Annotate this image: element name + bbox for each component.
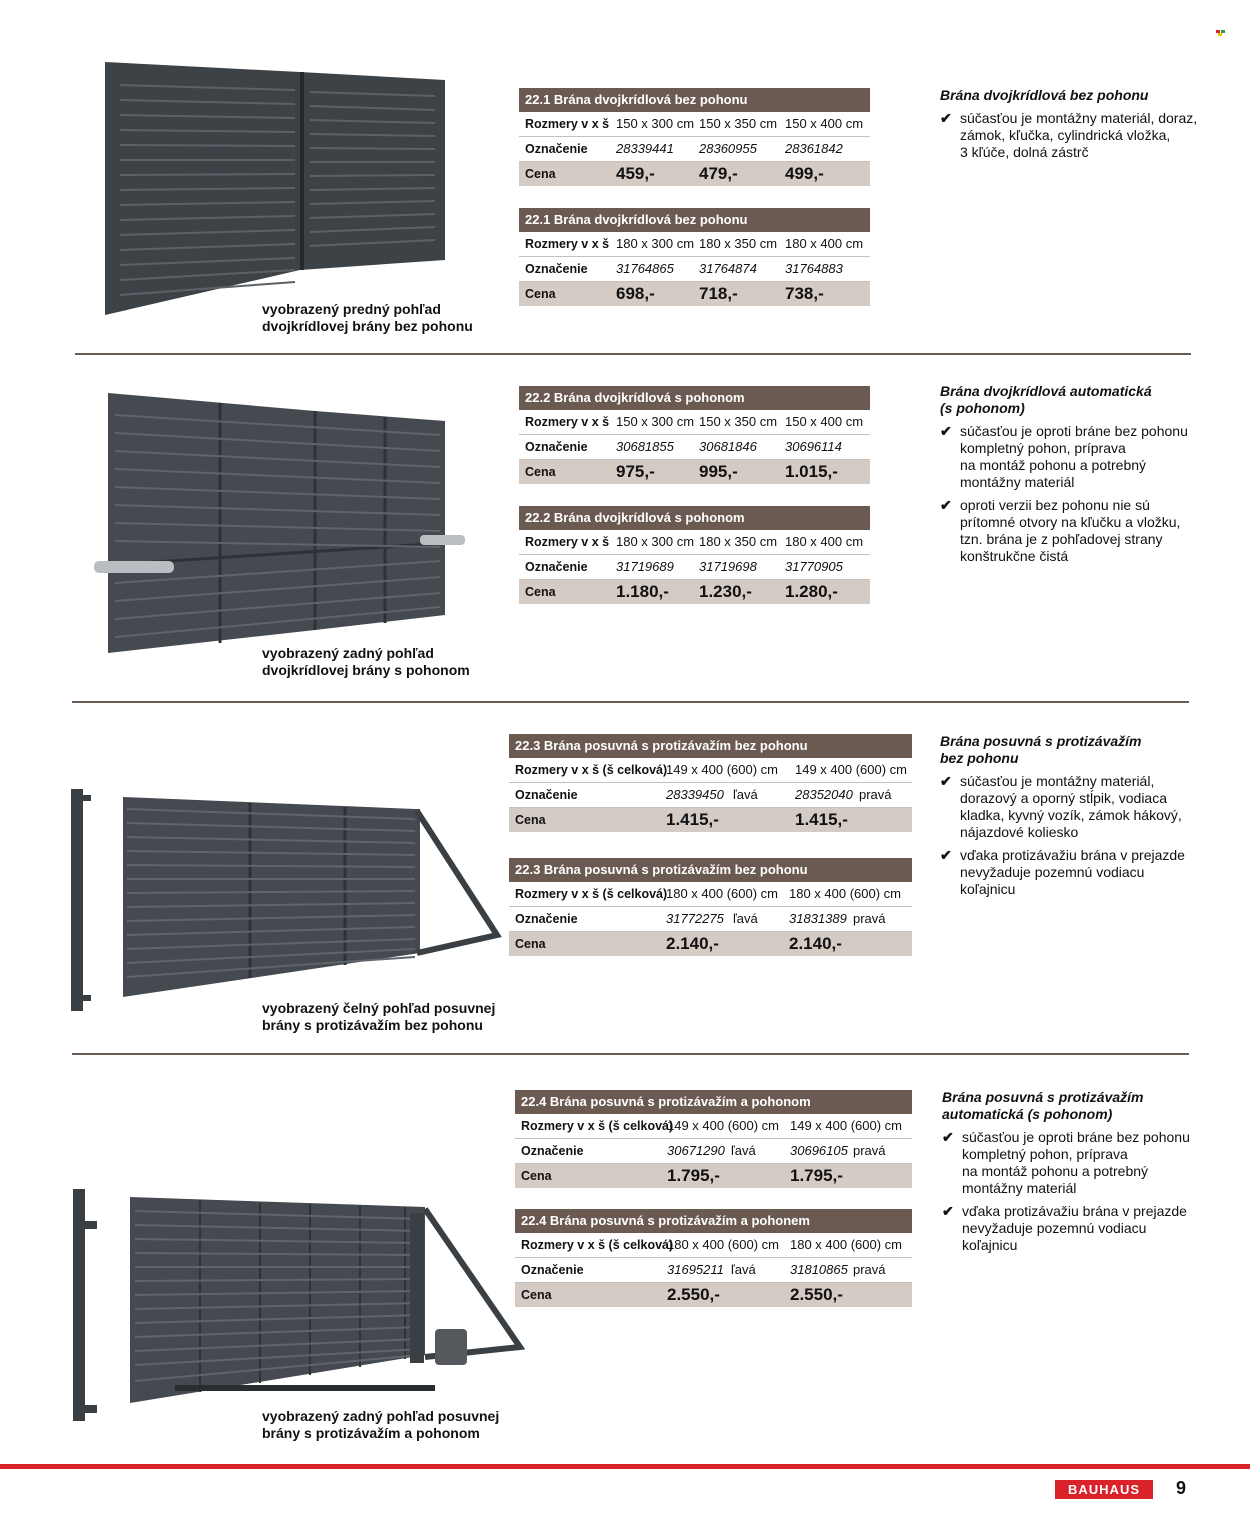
description-title: Brána dvojkrídlová automatická (s pohonom) [940, 383, 1152, 416]
feature-item: ✔ súčasťou je montážny materiál, dorazový a oporný stĺpik, vodiaca kladka, kyvný vozík, zámok hákový, nájazdové koliesko [940, 773, 1182, 840]
feature-item: ✔ vďaka protizávažiu brána v prejazde nevyžaduje pozemnú vodiacu koľajnicu [940, 847, 1185, 897]
code-row: Označenie 30681855 30681846 30696114 [519, 435, 870, 460]
price-row: Cena 698,- 718,- 738,- [519, 282, 870, 306]
table-title: 22.2 Brána dvojkrídlová s pohonom [519, 386, 870, 410]
checkmark-icon: ✔ [940, 497, 952, 513]
description-2 [940, 383, 1230, 565]
description-title: Brána posuvná s protizávažím automatická (s pohonom) [942, 1089, 1144, 1122]
size-row: Rozmery v x š 180 x 300 cm 180 x 350 cm 180 x 400 cm [519, 530, 870, 555]
size-row: Rozmery v x š 150 x 300 cm 150 x 350 cm 150 x 400 cm [519, 410, 870, 435]
price-row: Cena 975,- 995,- 1.015,- [519, 460, 870, 484]
gate-image-sliding [65, 785, 505, 1015]
description-1 [940, 87, 1220, 161]
checkmark-icon: ✔ [942, 1129, 954, 1145]
section-divider [72, 701, 1189, 703]
size-row: Rozmery v x š (š celková) 149 x 400 (600) cm 149 x 400 (600) cm [509, 758, 912, 783]
code-row: Označenie 28339441 28360955 28361842 [519, 137, 870, 162]
price-row: Cena 1.180,- 1.230,- 1.280,- [519, 580, 870, 604]
price-row: Cena 2.550,- 2.550,- [515, 1283, 912, 1307]
code-row: Označenie 30671290 ľavá 30696105 pravá [515, 1139, 912, 1164]
price-table-3b [509, 858, 912, 956]
code-row: Označenie 31764865 31764874 31764883 [519, 257, 870, 282]
price-row: Cena 1.415,- 1.415,- [509, 808, 912, 832]
checkmark-icon: ✔ [940, 423, 952, 439]
feature-item: ✔ oproti verzii bez pohonu nie sú prítomné otvory na kľučku a vložku, tzn. brána je z pohľadovej strany konštrukčne čistá [940, 497, 1181, 564]
price-table-2b [519, 506, 870, 604]
table-title: 22.1 Brána dvojkrídlová bez pohonu [519, 208, 870, 232]
table-title: 22.4 Brána posuvná s protizávažím a pohonem [515, 1209, 912, 1233]
price-row: Cena 1.795,- 1.795,- [515, 1164, 912, 1188]
size-row: Rozmery v x š 180 x 300 cm 180 x 350 cm 180 x 400 cm [519, 232, 870, 257]
description-4 [942, 1089, 1232, 1254]
size-row: Rozmery v x š (š celková) 180 x 400 (600) cm 180 x 400 (600) cm [509, 882, 912, 907]
feature-item: ✔ vďaka protizávažiu brána v prejazde nevyžaduje pozemnú vodiacu koľajnicu [942, 1203, 1187, 1253]
code-row: Označenie 28339450 ľavá 28352040 pravá [509, 783, 912, 808]
image-caption-2: vyobrazený zadný pohľad dvojkrídlovej brány s pohonom [262, 645, 470, 678]
footer-rule [0, 1464, 1250, 1469]
description-3 [940, 733, 1230, 898]
price-table-1b [519, 208, 870, 306]
image-caption-4: vyobrazený zadný pohľad posuvnej brány s protizávažím a pohonom [262, 1408, 500, 1441]
table-title: 22.1 Brána dvojkrídlová bez pohonu [519, 88, 870, 112]
size-row: Rozmery v x š (š celková) 149 x 400 (600) cm 149 x 400 (600) cm [515, 1114, 912, 1139]
bauhaus-logo: BAUHAUS [1055, 1480, 1153, 1499]
gate-image-double-rear [90, 385, 475, 655]
code-row: Označenie 31719689 31719698 31770905 [519, 555, 870, 580]
price-row: Cena 459,- 479,- 499,- [519, 162, 870, 186]
size-row: Rozmery v x š (š celková) 180 x 400 (600) cm 180 x 400 (600) cm [515, 1233, 912, 1258]
section-divider [75, 353, 1191, 355]
price-table-4a [515, 1090, 912, 1188]
price-table-4b [515, 1209, 912, 1307]
page-number: 9 [1176, 1478, 1187, 1498]
price-table-1a [519, 88, 870, 186]
size-row: Rozmery v x š 150 x 300 cm 150 x 350 cm 150 x 400 cm [519, 112, 870, 137]
gate-image-double-front [100, 60, 450, 320]
checkmark-icon: ✔ [942, 1203, 954, 1219]
feature-item: ✔ súčasťou je montážny materiál, doraz, zámok, kľučka, cylindrická vložka, 3 kľúče, dolná zástrč [940, 110, 1198, 160]
price-table-2a [519, 386, 870, 484]
table-title: 22.4 Brána posuvná s protizávažím a pohonom [515, 1090, 912, 1114]
image-caption-3: vyobrazený čelný pohľad posuvnej brány s protizávažím bez pohonu [262, 1000, 496, 1033]
feature-item: ✔ súčasťou je oproti bráne bez pohonu kompletný pohon, príprava na montáž pohonu a potrebný montážny materiál [942, 1129, 1190, 1196]
checkmark-icon: ✔ [940, 110, 952, 126]
code-row: Označenie 31772275 ľavá 31831389 pravá [509, 907, 912, 932]
description-title: Brána posuvná s protizávažím bez pohonu [940, 733, 1142, 766]
checkmark-icon: ✔ [940, 847, 952, 863]
price-row: Cena 2.140,- 2.140,- [509, 932, 912, 956]
code-row: Označenie 31695211 ľavá 31810865 pravá [515, 1258, 912, 1283]
color-dots-icon [1216, 30, 1226, 36]
table-title: 22.3 Brána posuvná s protizávažím bez pohonu [509, 734, 912, 758]
description-title: Brána dvojkrídlová bez pohonu [940, 87, 1149, 103]
price-table-3a [509, 734, 912, 832]
table-title: 22.3 Brána posuvná s protizávažím bez pohonu [509, 858, 912, 882]
feature-item: ✔ súčasťou je oproti bráne bez pohonu kompletný pohon, príprava na montáž pohonu a potrebný montážny materiál [940, 423, 1188, 490]
table-title: 22.2 Brána dvojkrídlová s pohonom [519, 506, 870, 530]
checkmark-icon: ✔ [940, 773, 952, 789]
gate-image-sliding-motor [65, 1185, 525, 1425]
image-caption-1: vyobrazený predný pohľad dvojkrídlovej brány bez pohonu [262, 301, 473, 334]
section-divider [72, 1053, 1189, 1055]
